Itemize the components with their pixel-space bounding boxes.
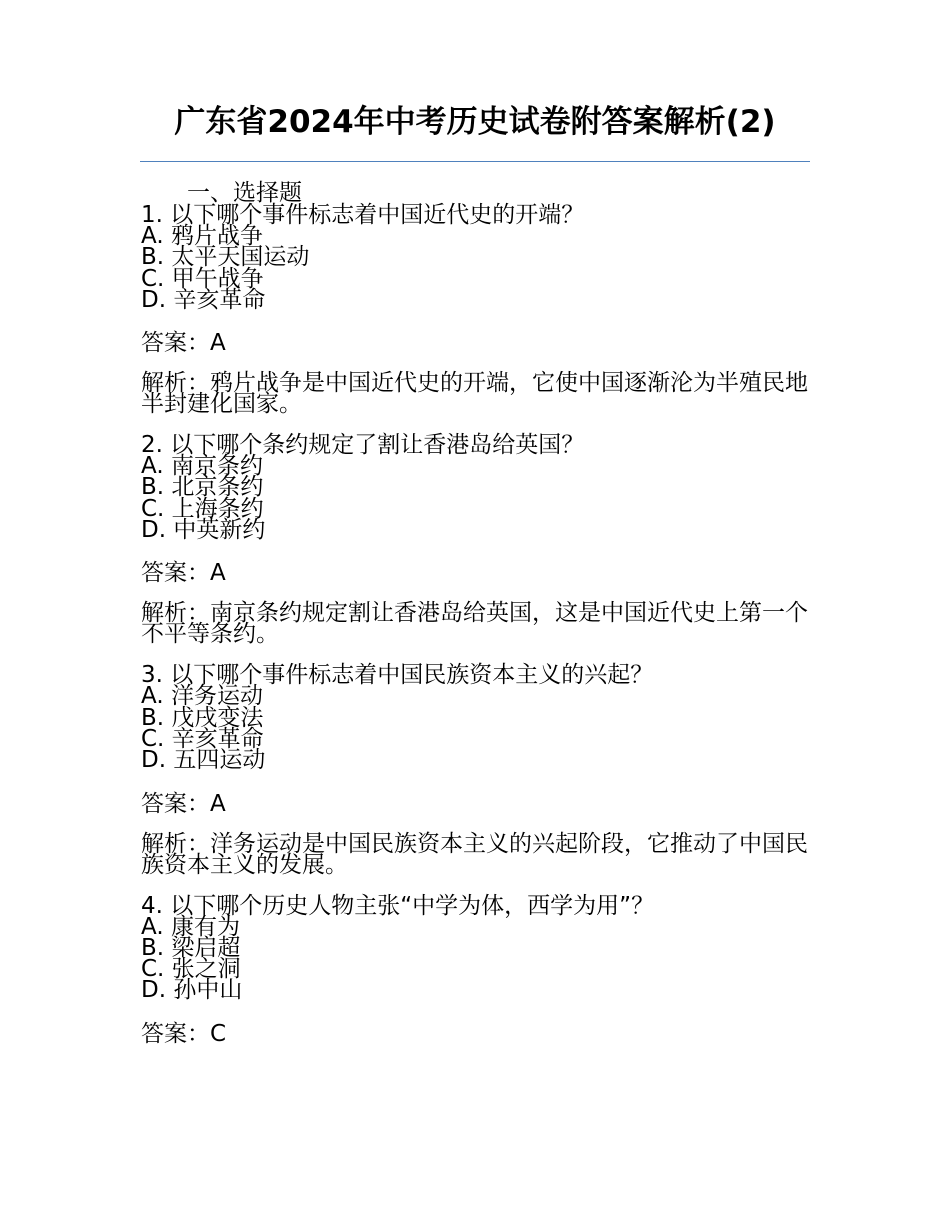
question-text: 1. 以下哪个事件标志着中国近代史的开端？: [141, 202, 585, 228]
option-b: B. 戊戌变法: [141, 704, 264, 731]
explanation-text: 解析：鸦片战争是中国近代史的开端，它使中国逐渐沦为半殖民地半封建化国家。: [141, 370, 808, 418]
explanation-text: 解析：南京条约规定割让香港岛给英国，这是中国近代史上第一个不平等条约。: [141, 600, 808, 648]
option-list: [141, 223, 821, 313]
option-b: B. 梁启超: [141, 934, 241, 961]
question-text: 2. 以下哪个条约规定了割让香港岛给英国？: [141, 432, 585, 459]
option-a: A. 洋务运动: [141, 683, 263, 710]
option-c: C. 张之洞: [141, 956, 241, 983]
document-body: [141, 182, 821, 1045]
option-b: B. 太平天国运动: [141, 244, 310, 271]
option-c: C. 辛亥革命: [141, 725, 264, 752]
option-d: D. 辛亥革命: [141, 286, 266, 313]
option-a: A. 康有为: [141, 913, 240, 940]
question-block-1: [141, 202, 821, 418]
title-underline: [140, 161, 810, 162]
option-a: A. 南京条约: [141, 453, 263, 480]
answer-text: 答案：A: [141, 560, 226, 587]
section-heading: 一、选择题: [187, 180, 302, 206]
option-list: [141, 683, 821, 774]
question-text: 4. 以下哪个历史人物主张“中学为体，西学为用”？: [141, 892, 655, 919]
explanation-text: 解析：洋务运动是中国民族资本主义的兴起阶段，它推动了中国民族资本主义的发展。: [141, 830, 808, 878]
answer-text: 答案：A: [141, 790, 226, 817]
option-list: [141, 913, 821, 1004]
answer-text: 答案：C: [141, 1020, 227, 1047]
option-d: D. 中英新约: [141, 517, 266, 544]
document-title: 广东省2024年中考历史试卷附答案解析(2): [174, 104, 776, 140]
option-d: D. 五四运动: [141, 747, 266, 774]
question-block-2: [141, 432, 821, 648]
option-list: [141, 453, 821, 544]
option-a: A. 鸦片战争: [141, 223, 263, 249]
question-text: 3. 以下哪个事件标志着中国民族资本主义的兴起？: [141, 662, 654, 689]
option-c: C. 上海条约: [141, 495, 264, 522]
question-block-4: [141, 892, 821, 1047]
question-block-3: [141, 662, 821, 878]
option-d: D. 孙中山: [141, 977, 243, 1004]
option-c: C. 甲午战争: [141, 265, 264, 292]
option-b: B. 北京条约: [141, 474, 264, 501]
answer-text: 答案：A: [141, 330, 226, 357]
